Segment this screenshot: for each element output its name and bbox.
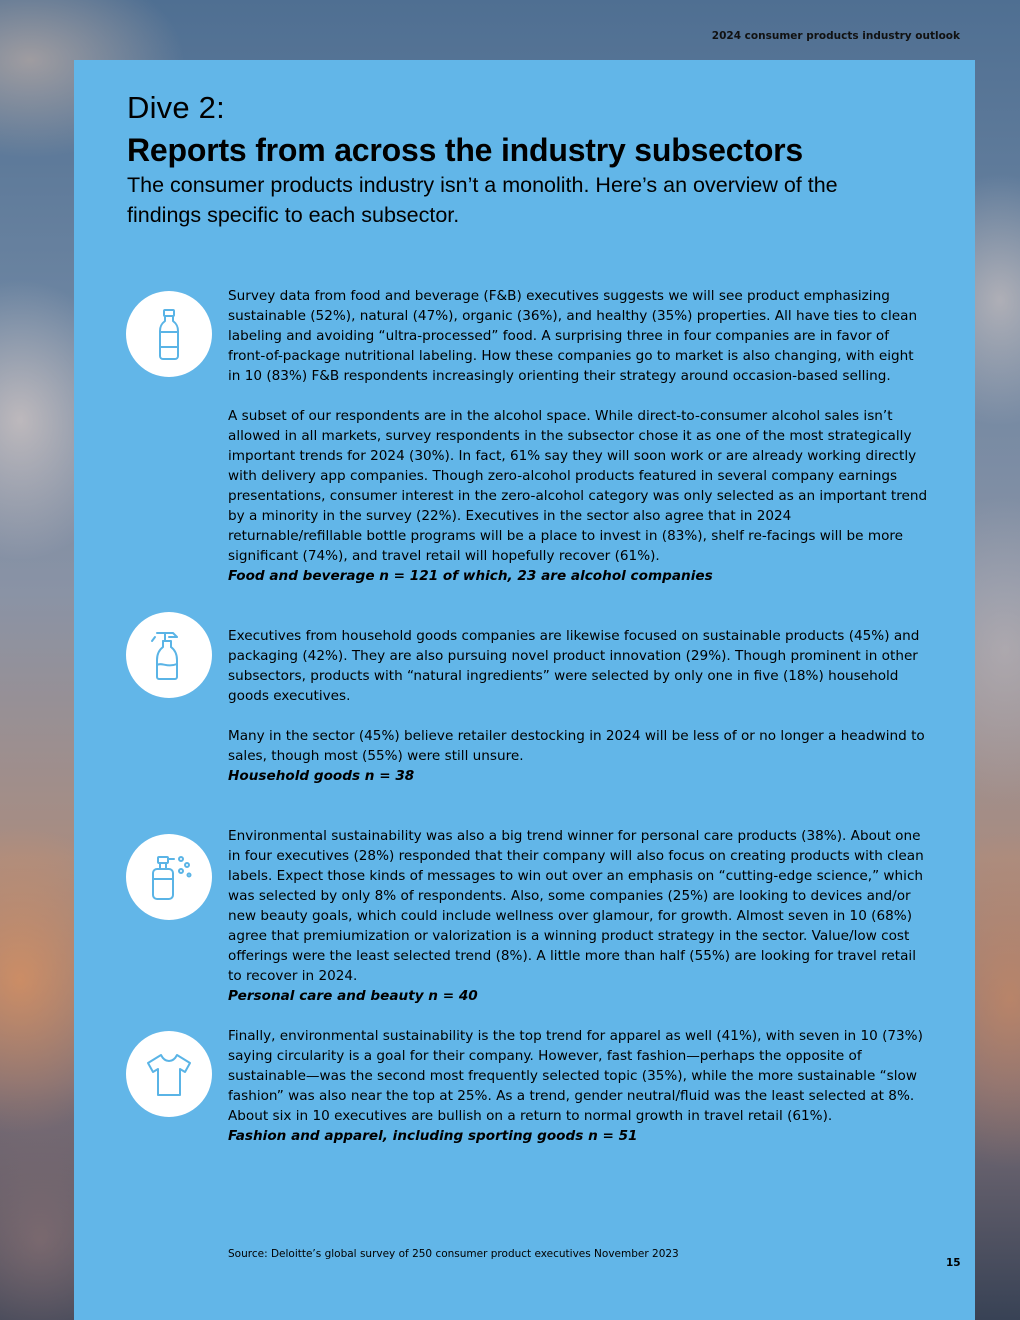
household-goods-icon-badge: [126, 612, 212, 698]
t-shirt-icon: [141, 1046, 197, 1102]
personal-care-icon-badge: [126, 834, 212, 920]
section-label: Dive 2:: [127, 90, 225, 125]
personal-care-section: [228, 826, 928, 1006]
intro-text: The consumer products industry isn’t a monolith. Here’s an overview of the findings specific to each subsector.: [127, 173, 838, 227]
section-paragraph: Finally, environmental sustainability is the top trend for apparel as well (41%), with seven in 10 (73%) saying circularity is a goal for their company. However, fast fashion—perhaps the opposite of sustainable—was the second most frequently selected topic (35%), while the more sustainable “slow fashion” was also near the top at 25%. As a trend, gender neutral/fluid was the least selected at 8%. About six in 10 executives are bullish on a return to normal growth in travel retail (61%).: [228, 1028, 923, 1124]
sample-size-note: Food and beverage n = 121 of which, 23 are alcohol companies: [228, 568, 713, 584]
sample-size-note: Personal care and beauty n = 40: [228, 988, 478, 1004]
fashion-apparel-section: [228, 1026, 928, 1146]
household-goods-section: [228, 626, 928, 786]
spray-bottle-icon: [141, 627, 197, 683]
bottle-icon: [141, 306, 197, 362]
section-paragraph: Executives from household goods companies are likewise focused on sustainable products (45%) and packaging (42%). They are also pursuing novel product innovation (29%). Though prominent in other subsectors, products with “natural ingredients” were selected by only one in five (18%) household goods executives.: [228, 628, 920, 704]
content-panel: [74, 60, 975, 1320]
section-paragraph: Many in the sector (45%) believe retailer destocking in 2024 will be less of or no longer a headwind to sales, though most (55%) were still unsure.: [228, 728, 925, 764]
source-note: Source: Deloitte’s global survey of 250 consumer product executives November 2023: [228, 1248, 679, 1260]
section-paragraph: Survey data from food and beverage (F&B) executives suggests we will see product emphasizing sustainable (52%), natural (47%), organic (36%), and healthy (35%) properties. All have ties to clean labeling and avoiding “ultra-processed” food. A surprising three in four companies are in favor of front-of-package nutritional labeling. How these companies go to market is also changing, with eight in 10 (83%) F&B respondents increasingly orienting their strategy around occasion-based selling.: [228, 288, 918, 384]
document-header-title: 2024 consumer products industry outlook: [711, 30, 960, 42]
sample-size-note: Fashion and apparel, including sporting goods n = 51: [228, 1128, 638, 1144]
sample-size-note: Household goods n = 38: [228, 768, 415, 784]
fashion-apparel-icon-badge: [126, 1031, 212, 1117]
page-title: Reports from across the industry subsectors: [127, 132, 804, 168]
food-beverage-section: [228, 286, 928, 586]
pump-dispenser-icon: [141, 849, 197, 905]
food-beverage-icon-badge: [126, 291, 212, 377]
section-paragraph: A subset of our respondents are in the alcohol space. While direct-to-consumer alcohol sales isn’t allowed in all markets, survey respondents in the subsector chose it as one of the most strategically important trends for 2024 (30%). In fact, 61% say they will soon work or are already working directly with delivery app companies. Though zero-alcohol products featured in several company earnings presentations, consumer interest in the zero-alcohol category was only selected as an important trend by a minority in the survey (22%). Executives in the sector also agree that in 2024 returnable/refillable bottle programs will be a place to invest in (83%), shelf re-facings will be more significant (74%), and travel retail will hopefully recover (61%).: [228, 408, 928, 564]
section-paragraph: Environmental sustainability was also a big trend winner for personal care products (38%). About one in four executives (28%) responded that their company will also focus on creating products with clean labels. Expect those kinds of messages to win out over an emphasis on “cutting-edge science,” which was selected by only 8% of respondents. Also, some companies (25%) are looking to devices and/or new beauty goals, which could include wellness over glamour, for growth. Almost seven in 10 (68%) agree that premiumization or valorization is a winning product strategy in the sector. Value/low cost offerings were the least selected trend (8%). A little more than half (55%) are looking for travel retail to recover in 2024.: [228, 828, 924, 984]
page-number: 15: [946, 1257, 961, 1269]
